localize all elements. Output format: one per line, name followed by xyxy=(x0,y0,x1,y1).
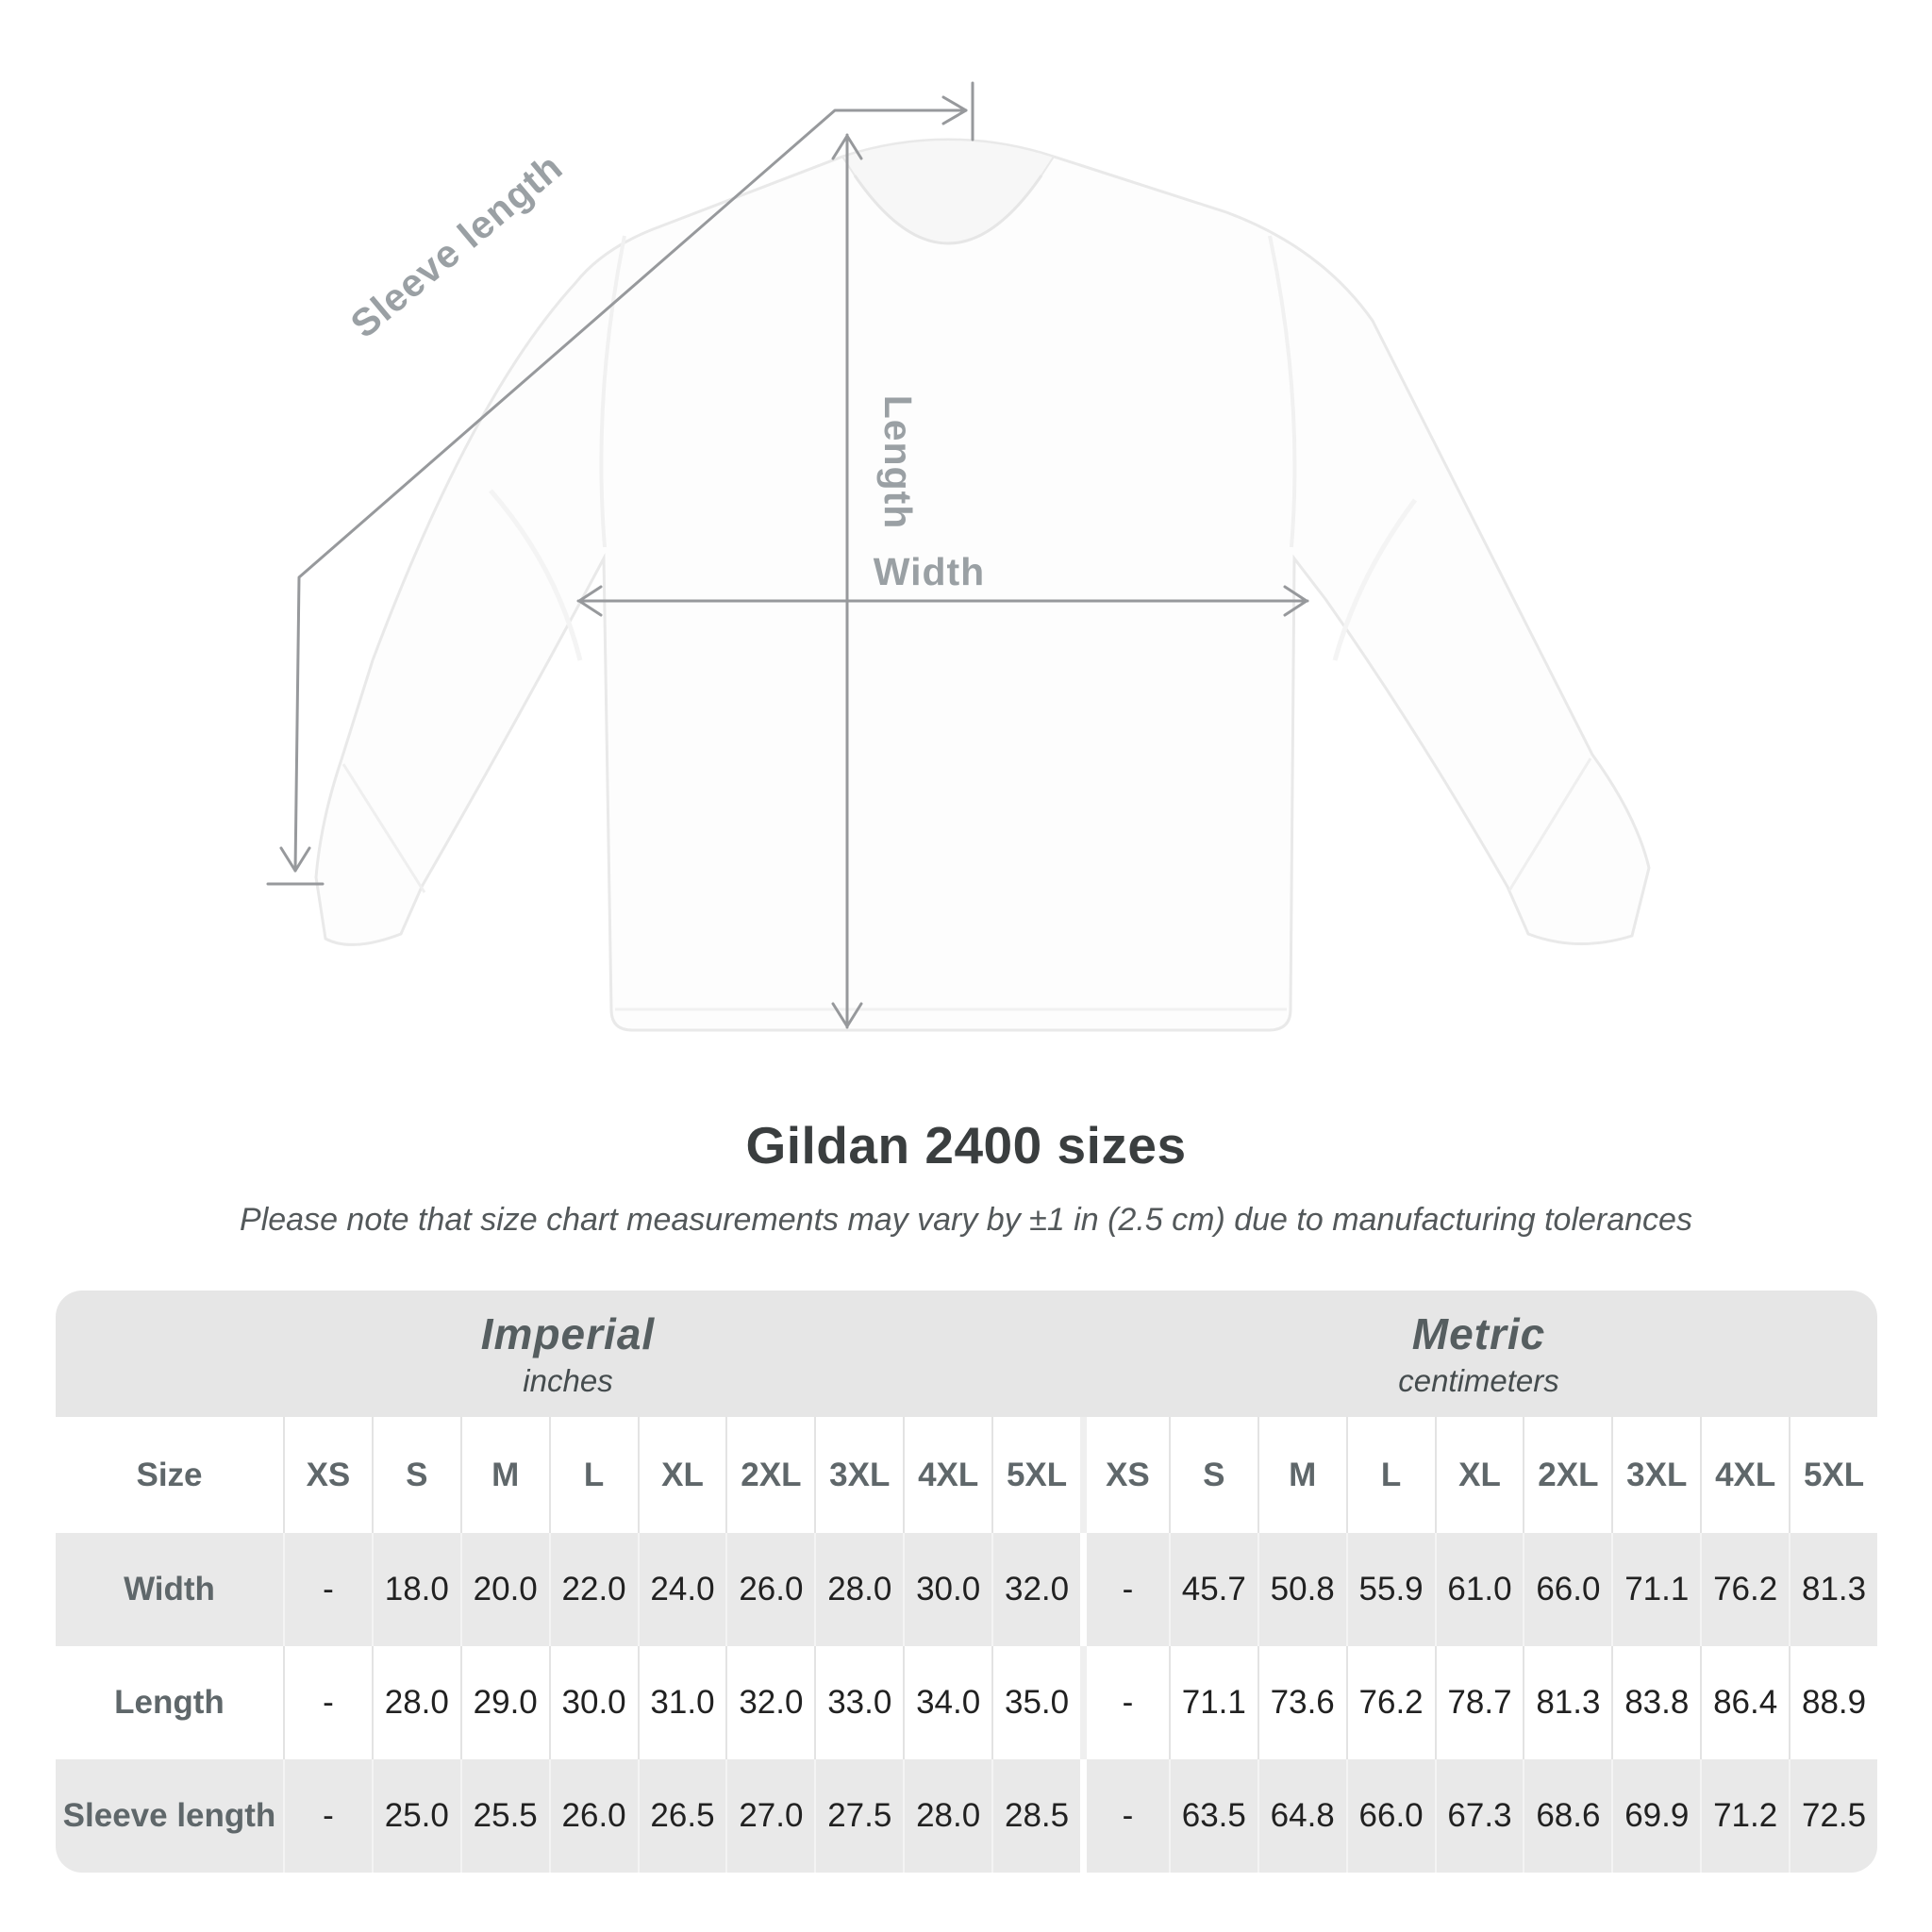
sleeve-metric-value: 67.3 xyxy=(1435,1759,1524,1873)
length-metric-value: 76.2 xyxy=(1346,1646,1435,1759)
metric-size-header: 2XL xyxy=(1523,1417,1611,1533)
sleeve-imperial-value: 28.5 xyxy=(991,1759,1080,1873)
sleeve-metric-value: 69.9 xyxy=(1611,1759,1700,1873)
width-imperial-value: - xyxy=(283,1533,372,1646)
sleeve-imperial-value: 25.0 xyxy=(372,1759,460,1873)
sleeve-metric-value: 66.0 xyxy=(1346,1759,1435,1873)
length-imperial-value: 28.0 xyxy=(372,1646,460,1759)
row-label-width: Width xyxy=(124,1571,215,1607)
imperial-size-header: 3XL xyxy=(814,1417,903,1533)
metric-unit: centimeters xyxy=(1398,1363,1559,1398)
length-metric-value: 88.9 xyxy=(1789,1646,1877,1759)
length-imperial-value: - xyxy=(283,1646,372,1759)
width-imperial-value: 26.0 xyxy=(725,1533,814,1646)
sleeve-imperial-value: 25.5 xyxy=(460,1759,549,1873)
length-imperial-value: 33.0 xyxy=(814,1646,903,1759)
width-metric-value: 66.0 xyxy=(1523,1533,1611,1646)
length-row xyxy=(56,1646,1877,1759)
width-imperial-value: 20.0 xyxy=(460,1533,549,1646)
imperial-heading: Imperial xyxy=(480,1309,656,1358)
metric-size-header: 4XL xyxy=(1700,1417,1789,1533)
row-label-length: Length xyxy=(114,1684,225,1721)
imperial-size-header: 4XL xyxy=(903,1417,991,1533)
width-imperial-value: 28.0 xyxy=(814,1533,903,1646)
metric-heading: Metric xyxy=(1411,1309,1546,1358)
width-imperial-value: 24.0 xyxy=(638,1533,726,1646)
page-title: Gildan 2400 sizes xyxy=(745,1116,1187,1174)
width-imperial-value: 18.0 xyxy=(372,1533,460,1646)
imperial-size-header: L xyxy=(549,1417,638,1533)
row-label-sleeve-length: Sleeve length xyxy=(62,1797,276,1834)
metric-size-header: 3XL xyxy=(1611,1417,1700,1533)
width-metric-value: - xyxy=(1080,1533,1169,1646)
sleeve-imperial-value: 26.0 xyxy=(549,1759,638,1873)
width-row xyxy=(56,1533,1877,1646)
width-metric-value: 76.2 xyxy=(1700,1533,1789,1646)
width-metric-value: 81.3 xyxy=(1789,1533,1877,1646)
length-label: Length xyxy=(876,394,920,530)
imperial-size-header: 5XL xyxy=(991,1417,1080,1533)
imperial-band xyxy=(56,1291,1080,1417)
sleeve-metric-value: 71.2 xyxy=(1700,1759,1789,1873)
length-imperial-value: 34.0 xyxy=(903,1646,991,1759)
width-metric-value: 71.1 xyxy=(1611,1533,1700,1646)
imperial-unit: inches xyxy=(523,1363,613,1398)
tolerance-note: Please note that size chart measurements may vary by ±1 in (2.5 cm) due to manufacturing tolerances xyxy=(240,1202,1692,1238)
sleeve-imperial-value: 27.0 xyxy=(725,1759,814,1873)
sleeve-imperial-value: 28.0 xyxy=(903,1759,991,1873)
width-imperial-value: 22.0 xyxy=(549,1533,638,1646)
width-metric-value: 45.7 xyxy=(1169,1533,1257,1646)
sleeve-length-label: Sleeve length xyxy=(341,144,572,347)
metric-size-header: L xyxy=(1346,1417,1435,1533)
imperial-size-header: XS xyxy=(283,1417,372,1533)
sleeve-imperial-value: - xyxy=(283,1759,372,1873)
imperial-size-header: 2XL xyxy=(725,1417,814,1533)
length-imperial-value: 31.0 xyxy=(638,1646,726,1759)
sleeve-metric-value: - xyxy=(1080,1759,1169,1873)
width-imperial-value: 30.0 xyxy=(903,1533,991,1646)
width-metric-value: 55.9 xyxy=(1346,1533,1435,1646)
width-imperial-value: 32.0 xyxy=(991,1533,1080,1646)
length-metric-value: 86.4 xyxy=(1700,1646,1789,1759)
length-imperial-value: 29.0 xyxy=(460,1646,549,1759)
length-imperial-value: 32.0 xyxy=(725,1646,814,1759)
metric-size-header: M xyxy=(1257,1417,1346,1533)
imperial-size-header: M xyxy=(460,1417,549,1533)
metric-band xyxy=(1080,1291,1877,1417)
size-table xyxy=(56,1291,1877,1873)
length-imperial-value: 30.0 xyxy=(549,1646,638,1759)
sleeve-imperial-value: 26.5 xyxy=(638,1759,726,1873)
metric-size-header: S xyxy=(1169,1417,1257,1533)
imperial-size-header: XL xyxy=(638,1417,726,1533)
sleeve-metric-value: 72.5 xyxy=(1789,1759,1877,1873)
metric-size-header: 5XL xyxy=(1789,1417,1877,1533)
sleeve-metric-value: 63.5 xyxy=(1169,1759,1257,1873)
width-label: Width xyxy=(873,550,986,593)
sleeve-metric-value: 64.8 xyxy=(1257,1759,1346,1873)
sleeve-metric-value: 68.6 xyxy=(1523,1759,1611,1873)
length-metric-value: 81.3 xyxy=(1523,1646,1611,1759)
sleeve-length-row xyxy=(56,1759,1877,1873)
metric-size-header: XS xyxy=(1080,1417,1169,1533)
length-metric-value: 78.7 xyxy=(1435,1646,1524,1759)
length-metric-value: 73.6 xyxy=(1257,1646,1346,1759)
length-metric-value: - xyxy=(1080,1646,1169,1759)
sleeve-imperial-value: 27.5 xyxy=(814,1759,903,1873)
width-metric-value: 61.0 xyxy=(1435,1533,1524,1646)
metric-size-header: XL xyxy=(1435,1417,1524,1533)
size-corner-label: Size xyxy=(136,1456,203,1493)
length-imperial-value: 35.0 xyxy=(991,1646,1080,1759)
width-metric-value: 50.8 xyxy=(1257,1533,1346,1646)
length-metric-value: 83.8 xyxy=(1611,1646,1700,1759)
length-metric-value: 71.1 xyxy=(1169,1646,1257,1759)
unit-band xyxy=(56,1291,1877,1417)
size-header-row xyxy=(56,1417,1877,1533)
imperial-size-header: S xyxy=(372,1417,460,1533)
